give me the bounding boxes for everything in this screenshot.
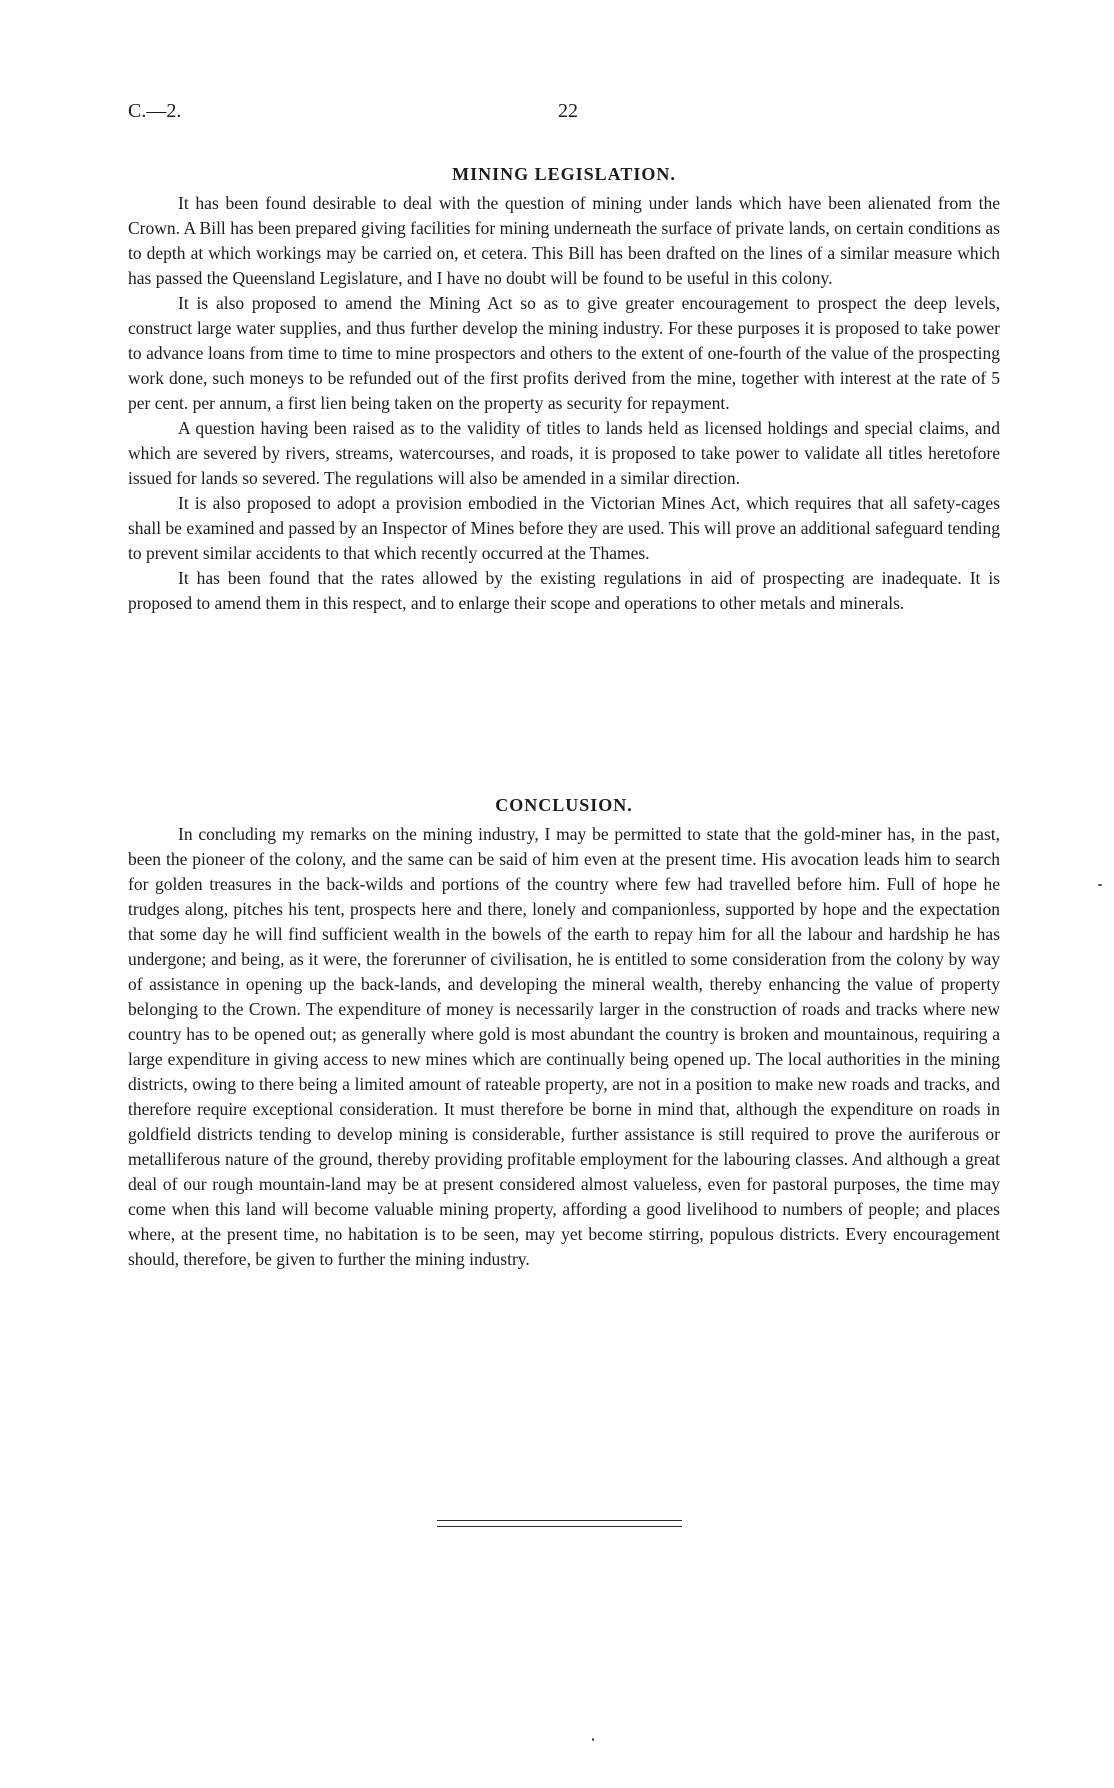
paragraph: It has been found desirable to deal with the question of mining under lands which have been alienated from the Crown. A Bill has been prepared giving facilities for mining underneath the surface of private lands, on certain conditions as to depth at which workings may be carried on, et cetera. This Bill has been drafted on the lines of a similar measure which has passed the Queensland Legislature, and I have no doubt will be found to be useful in this colony. (128, 193, 1000, 288)
paragraph: A question having been raised as to the validity of titles to lands held as licensed holdings and special claims, and which are severed by rivers, streams, watercourses, and roads, it is proposed to take power to validate all titles heretofore issued for lands so severed. The regulations will also be amended in a similar direction. (128, 418, 1000, 488)
paragraph: It has been found that the rates allowed by the existing regulations in aid of prospecting are inadequate. It is proposed to amend them in this respect, and to enlarge their scope and operations to other metals and minerals. (128, 568, 1000, 613)
section-heading-conclusion: CONCLUSION. (495, 795, 633, 815)
end-rule-top (437, 1520, 682, 1521)
paragraph: It is also proposed to adopt a provision embodied in the Victorian Mines Act, which requires that all safety-cages shall be examined and passed by an Inspector of Mines before they are used. This will prove an additional safeguard tending to prevent similar accidents to that which recently occurred at the Thames. (128, 493, 1000, 563)
end-rule-bottom (437, 1526, 682, 1527)
section-heading-mining-legislation: MINING LEGISLATION. (452, 164, 676, 184)
margin-mark (1098, 884, 1102, 886)
section-body-mining-legislation (128, 191, 1000, 616)
page-header (128, 100, 1000, 130)
page-number: 22 (558, 100, 578, 122)
paragraph: In concluding my remarks on the mining industry, I may be permitted to state that the gold-miner has, in the past, been the pioneer of the colony, and the same can be said of him even at the present time. His avocation leads him to search for golden treasures in the back-wilds and portions of the country where few had travelled before him. Full of hope he trudges along, pitches his tent, prospects here and there, lonely and companionless, supported by hope and the expectation that some day he will find sufficient wealth in the bowels of the earth to repay him for all the labour and hardship he has undergone; and being, as it were, the forerunner of civilisation, he is entitled to some consideration from the colony by way of assistance in opening up the back-lands, and developing the mineral wealth, thereby enhancing the value of property belonging to the Crown. The expenditure of money is necessarily larger in the construction of roads and tracks where new country has to be opened out; as generally where gold is most abundant the country is broken and mountainous, requiring a large expenditure in giving access to new mines which are continually being opened up. The local authorities in the mining districts, owing to there being a limited amount of rateable property, are not in a position to make new roads and tracks, and therefore require exceptional consideration. It must therefore be borne in mind that, although the expenditure on roads in goldfield districts tending to develop mining is considerable, further assistance is still required to prove the auriferous or metalliferous nature of the ground, thereby providing profitable employment for the labouring classes. And although a great deal of our rough mountain-land may be at present considered almost valueless, even for pastoral purposes, the time may come when this land will become valuable mining property, affording a good livelihood to numbers of people; and places where, at the present time, no habitation is to be seen, may yet become stirring, populous districts. Every encouragement should, therefore, be given to further the mining industry. (128, 824, 1000, 1269)
paragraph: It is also proposed to amend the Mining Act so as to give greater encouragement to prospect the deep levels, construct large water supplies, and thus further develop the mining industry. For these purposes it is proposed to take power to advance loans from time to time to mine prospectors and others to the extent of one-fourth of the value of the prospecting work done, such moneys to be refunded out of the first profits derived from the mine, together with interest at the rate of 5 per cent. per annum, a first lien being taken on the property as security for repayment. (128, 293, 1000, 413)
scan-speck (592, 1738, 594, 1741)
section-body-conclusion (128, 822, 1000, 1272)
document-reference: C.—2. (128, 100, 182, 122)
